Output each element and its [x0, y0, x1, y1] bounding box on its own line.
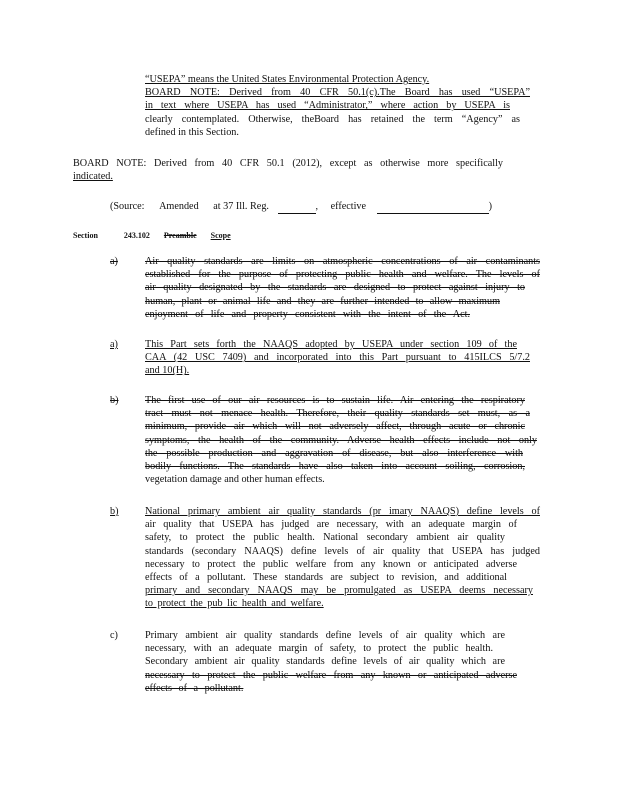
board-note-line: BOARD NOTE: Derived from 40 CFR 50.1 (2012), except as otherwise more specifically	[73, 158, 503, 169]
definition-line: defined in this Section.	[145, 126, 239, 138]
paragraph-line: human, plant or animal life and they are further intended to allow maximum	[145, 295, 500, 307]
source-register: at 37 Ill. Reg.	[213, 201, 269, 212]
paragraph-line: primary and secondary NAAQS may be promulgated as USEPA deems necessary	[145, 585, 533, 597]
section-struck-title: Preamble	[163, 231, 197, 240]
section-new-title: Scope	[210, 231, 231, 240]
paragraph-line: necessary, with an adequate margin of safety, to protect the public health.	[145, 643, 493, 655]
paragraph-line: air quality designated by the standards are designed to protect against injury to	[145, 282, 525, 294]
paragraph-line: safety, to protect the public health. National secondary ambient air quality	[145, 532, 505, 544]
definition-line: clearly contemplated. Otherwise, theBoard has retained the term “Agency” as	[145, 113, 520, 125]
section-label: Section	[73, 231, 98, 240]
paragraph-line: CAA (42 USC 7409) and incorporated into this Part pursuant to 415ILCS 5/7.2	[145, 352, 530, 364]
usepa-definition	[145, 73, 530, 139]
paragraph-new-scope-a	[145, 338, 540, 378]
paragraph-line: and 10(H).	[145, 365, 190, 377]
paragraph-label: b)	[110, 395, 119, 406]
paragraph-line: Secondary ambient air quality standards define levels of air quality which are	[145, 656, 505, 668]
definition-line: BOARD NOTE: Derived from 40 CFR 50.1(c).The Board has used “USEPA”	[145, 87, 530, 99]
paragraph-line: standards (secondary NAAQS) define levels of air quality that USEPA has judged	[145, 545, 540, 557]
paragraph-line: effects of a pollutant. These standards are subject to revision, and additional	[145, 572, 507, 584]
definition-line: “USEPA” means the United States Environmental Protection Agency.	[145, 74, 430, 85]
paragraph-line: the possible production and aggravation of disease, but also interference with	[145, 447, 523, 459]
paragraph-line: to protect the pub lic health and welfare.	[145, 598, 324, 610]
source-open: (Source:	[110, 201, 145, 212]
section-heading	[73, 229, 249, 242]
paragraph-line: Air quality standards are limits on atmospheric concentrations of air contaminants	[145, 256, 540, 267]
paragraph-line: bodily functions. The standards have also taken into account soiling, corrosion,	[145, 461, 525, 473]
paragraph-line: effects of a pollutant.	[145, 682, 244, 694]
paragraph-label: b)	[110, 506, 119, 517]
source-comma: ,	[315, 201, 319, 212]
paragraph-line: The first use of our air resources is to sustain life. Air entering the respiratory	[145, 395, 525, 406]
paragraph-label: a)	[110, 256, 118, 267]
paragraph-standards-c	[145, 629, 540, 695]
paragraph-line: necessary to protect the public welfare from any known or anticipated adverse	[145, 669, 517, 681]
paragraph-line: air quality that USEPA has judged are necessary, with an adequate margin of	[145, 519, 517, 531]
paragraph-struck-preamble-a	[145, 255, 540, 321]
paragraph-line: symptoms, the health of the community. Adverse health effects include not only	[145, 434, 537, 446]
paragraph-label: a)	[110, 339, 118, 350]
paragraph-line: National primary ambient air quality standards (pr imary NAAQS) define levels of	[145, 506, 540, 517]
paragraph-line: minimum, provide air which will not adversely affect, through acute or chronic	[145, 421, 525, 433]
source-effective: effective	[330, 201, 367, 212]
paragraph-line: tract must not menace health. Therefore, their quality standards set must, as a	[145, 408, 530, 420]
paragraph-line: This Part sets forth the NAAQS adopted by USEPA under section 109 of the	[145, 339, 517, 350]
board-note-line: indicated.	[73, 171, 113, 183]
section-number: 243.102	[123, 231, 150, 240]
effective-date-blank	[377, 200, 489, 214]
paragraph-line: Primary ambient air quality standards define levels of air quality which are	[145, 630, 505, 641]
paragraph-line: enjoyment of life and property consistent with the intent of the Act.	[145, 308, 470, 320]
source-close: )	[488, 201, 493, 212]
paragraph-new-scope-b	[145, 505, 540, 611]
source-amended: Amended	[159, 201, 199, 212]
definition-line: in text where USEPA has used “Administrator,” where action by USEPA is	[145, 100, 510, 112]
register-page-blank	[278, 200, 316, 214]
paragraph-line: necessary to protect the public welfare from any known or anticipated adverse	[145, 558, 517, 570]
paragraph-line: vegetation damage and other human effects.	[145, 474, 325, 486]
board-note	[73, 157, 503, 183]
paragraph-struck-preamble-b	[145, 394, 540, 486]
paragraph-line: established for the purpose of protecting public health and welfare. The levels of	[145, 269, 540, 281]
source-note	[110, 200, 492, 214]
paragraph-label: c)	[110, 630, 118, 641]
